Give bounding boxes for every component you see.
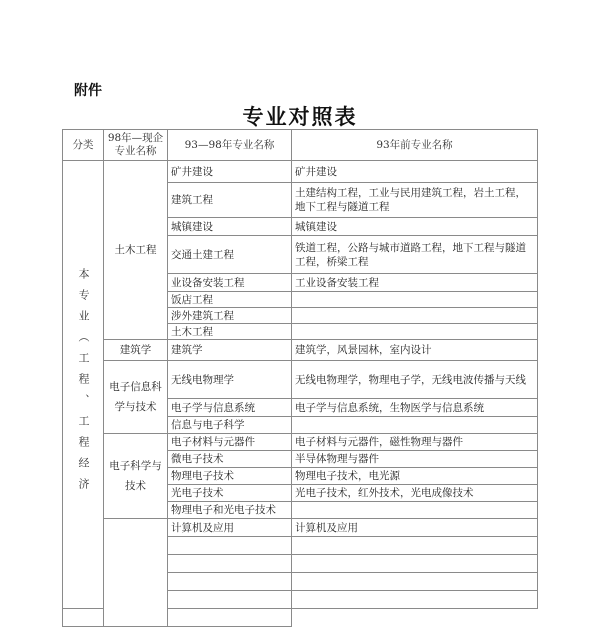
table-row [63,361,538,399]
name-pre93 [292,537,538,555]
name-pre93: 半导体物理与器件 [292,451,538,468]
name-pre93 [292,591,538,609]
name-pre93 [292,555,538,573]
header-current-name: 98年—现企专业名称 [104,130,168,161]
name-93-98: 城镇建设 [168,218,292,236]
table-row [63,434,538,451]
attachment-label: 附件 [74,83,102,99]
comparison-table [62,129,538,627]
name-pre93: 城镇建设 [292,218,538,236]
group-name: 电子信息科学与技术 [104,361,168,434]
name-pre93: 电子材料与元器件，磁性物理与器件 [292,434,538,451]
category-label: 本专业（工程、工程经济 [77,267,90,499]
name-93-98: 计算机及应用 [168,519,292,537]
name-pre93: 铁道工程，公路与城市道路工程，地下工程与隧道工程，桥梁工程 [292,236,538,274]
name-93-98: 交通土建工程 [168,236,292,274]
name-pre93: 物理电子技术，电光源 [292,468,538,485]
table-row [63,519,538,537]
name-pre93: 土建结构工程，工业与民用建筑工程，岩土工程，地下工程与隧道工程 [292,183,538,218]
table-row [63,161,538,183]
name-93-98: 微电子技术 [168,451,292,468]
name-pre93: 建筑学，风景园林，室内设计 [292,340,538,361]
name-pre93: 电子学与信息系统，生物医学与信息系统 [292,399,538,417]
name-pre93: 计算机及应用 [292,519,538,537]
header-name-93-98: 93—98年专业名称 [168,130,292,161]
name-93-98: 电子材料与元器件 [168,434,292,451]
name-pre93 [292,502,538,519]
name-93-98 [168,555,292,573]
table-row [63,340,538,361]
name-pre93: 光电子技术，红外技术，光电成像技术 [292,485,538,502]
name-pre93 [168,609,292,627]
group-name: 电子科学与技术 [104,434,168,519]
name-93-98 [168,573,292,591]
table-header-row [63,130,538,161]
name-93-98 [168,537,292,555]
name-pre93 [292,417,538,434]
name-93-98: 物理电子和光电子技术 [168,502,292,519]
name-93-98: 无线电物理学 [168,361,292,399]
name-93-98: 电子学与信息系统 [168,399,292,417]
name-pre93: 工业设备安装工程 [292,274,538,292]
name-93-98 [63,609,104,627]
name-93-98: 物理电子技术 [168,468,292,485]
name-93-98: 建筑学 [168,340,292,361]
name-93-98 [168,591,292,609]
name-93-98: 信息与电子科学 [168,417,292,434]
header-name-pre93: 93年前专业名称 [292,130,538,161]
name-93-98: 建筑工程 [168,183,292,218]
category-cell [63,161,104,609]
name-pre93 [292,573,538,591]
header-category: 分类 [63,130,104,161]
name-93-98: 涉外建筑工程 [168,308,292,324]
name-pre93 [292,308,538,324]
name-pre93 [292,324,538,340]
name-93-98: 饭店工程 [168,292,292,308]
name-pre93: 无线电物理学，物理电子学，无线电波传播与天线 [292,361,538,399]
name-pre93: 矿井建设 [292,161,538,183]
group-name [104,519,168,627]
page-title: 专业对照表 [242,105,358,129]
name-93-98: 光电子技术 [168,485,292,502]
name-93-98: 土木工程 [168,324,292,340]
name-93-98: 矿井建设 [168,161,292,183]
name-pre93 [292,292,538,308]
group-name: 土木工程 [104,161,168,340]
name-93-98: 业设备安装工程 [168,274,292,292]
group-name: 建筑学 [104,340,168,361]
